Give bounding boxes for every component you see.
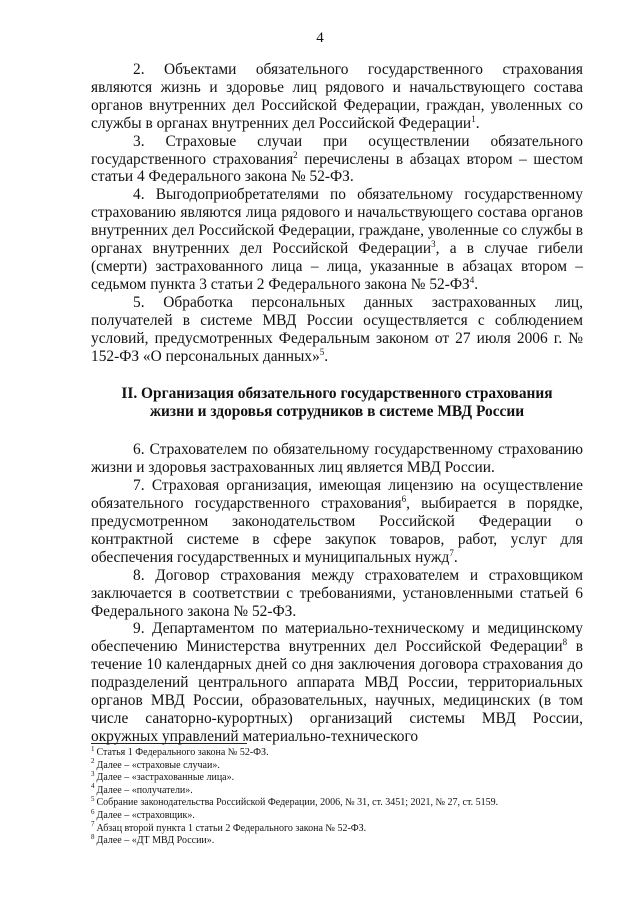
footnote-7: [91, 820, 583, 836]
footnote-text: Собрание законодательства Российской Федерации, 2006, № 31, ст. 3451; 2021, № 27, ст. 5159.: [96, 797, 499, 809]
paragraph-tail: .: [474, 275, 479, 293]
footnote-text: Далее – «получатели».: [96, 784, 193, 796]
paragraph-tail: .: [475, 114, 480, 132]
paragraph-text: 6. Страхователем по обязательному государственному страхованию жизни и здоровья застрахованных лиц является МВД России.: [91, 441, 583, 477]
footnote-text: Абзац второй пункта 1 статьи 2 Федерального закона № 52-ФЗ.: [96, 822, 367, 834]
footnote-number: 2: [91, 757, 95, 766]
footnote-number: 7: [91, 820, 95, 829]
paragraph-6: [91, 441, 583, 477]
paragraph-text: 3. Страховые случаи при осуществлении обязательного государственного страхования: [91, 132, 583, 168]
paragraph-7: [91, 477, 583, 567]
paragraph-text: в течение 10 календарных дней со дня заключения договора страхования до подразделений центрального аппарата МВД России, территориальных органов МВД России, образовательных, научных, медицинских (в том числе санаторно-курортных) организаций системы МВД России, окружных управлений материально-технического: [91, 638, 583, 745]
page-number: 4: [316, 30, 324, 46]
footnote-text: Статья 1 Федерального закона № 52-ФЗ.: [96, 747, 269, 758]
paragraph-text: 4. Выгодоприобретателями по обязательному государственному страхованию являются лица рядового и начальствующего состава органов внутренних дел Российской Федерации, граждане, уволенные со службы в органах внутренних дел Российской Федерации: [91, 186, 583, 258]
footnote-ref: 1: [471, 113, 476, 124]
footnote-text: Далее – «ДТ МВД России».: [96, 835, 215, 847]
footnote-divider: [91, 743, 247, 744]
footnotes: [91, 744, 583, 848]
footnote-4: [91, 782, 583, 798]
paragraph-text: , а в случае гибели (смерти) застрахованного лица – лица, указанные в абзацах втором – седьмом пункта 3 статьи 2 Федерального закона № 52-ФЗ: [91, 240, 584, 293]
footnote-number: 3: [91, 769, 95, 778]
paragraph-text: 2. Объектами обязательного государственного страхования являются жизнь и здоровье лиц рядового и начальствующего состава органов внутренних дел Российской Федерации, граждан, уволенных со службы в органах внутренних дел Российской Федерации: [91, 61, 583, 132]
paragraph-text: 5. Обработка персональных данных застрахованных лиц, получателей в системе МВД России осуществляется с соблюдением условий, предусмотренных Федеральным законом от 27 июля 2006 г. № 152-ФЗ «О персональных данных»: [91, 293, 583, 365]
footnote-ref: 6: [401, 494, 407, 504]
paragraph-3: [91, 133, 583, 187]
footnote-8: [91, 832, 583, 848]
document-body: [91, 61, 583, 746]
footnote-number: 5: [91, 795, 95, 804]
footnote-number: 4: [91, 782, 95, 791]
footnote-text: Далее – «страховщик».: [96, 809, 195, 821]
paragraph-text: перечислены в абзацах втором – шестом статьи 4 Федерального закона № 52-ФЗ.: [91, 150, 583, 186]
paragraph-text: 9. Департаментом по материально-техническому и медицинскому обеспечению Министерства внутренних дел Российской Федерации: [91, 620, 583, 656]
footnote-text: Далее – «застрахованные лица».: [96, 772, 235, 784]
footnote-1: [91, 744, 583, 760]
paragraph-8: [91, 567, 583, 621]
footnote-ref: 5: [319, 346, 325, 357]
paragraph-text: 7. Страховая организация, имеющая лицензию на осуществление обязательного государственного страхования: [91, 477, 583, 513]
footnote-number: 1: [91, 744, 95, 753]
paragraph-9: [91, 620, 583, 745]
paragraph-4: [91, 186, 583, 293]
footnote-number: 6: [91, 807, 95, 816]
footnote-ref: 7: [449, 547, 454, 558]
footnote-6: [91, 807, 583, 823]
footnote-text: Далее – «страховые случаи».: [96, 759, 220, 771]
section-heading: II. Организация обязательного государственного страхования жизни и здоровья сотрудников в системе МВД России: [121, 385, 553, 421]
paragraph-tail: .: [453, 548, 458, 566]
paragraph-5: [91, 294, 583, 366]
paragraph-text: , выбирается в порядке, предусмотренном законодательством Российской Федерации о контрактной системе в сфере закупок товаров, работ, услуг для обеспечения государственных и муниципальных нужд: [91, 495, 583, 566]
footnote-5: [91, 797, 583, 810]
footnote-2: [91, 757, 583, 773]
footnote-ref: 2: [293, 149, 298, 160]
footnote-ref: 3: [431, 238, 436, 249]
footnote-ref: 4: [469, 274, 475, 285]
footnote-number: 8: [91, 832, 95, 841]
footnote-3: [91, 769, 583, 785]
paragraph-text: 8. Договор страхования между страхователем и страховщиком заключается в соответствии с требованиями, установленными статьей 6 Федерального закона № 52-ФЗ.: [91, 566, 583, 620]
footnote-ref: 8: [562, 637, 568, 648]
paragraph-2: [91, 61, 583, 133]
paragraph-tail: .: [324, 347, 329, 365]
